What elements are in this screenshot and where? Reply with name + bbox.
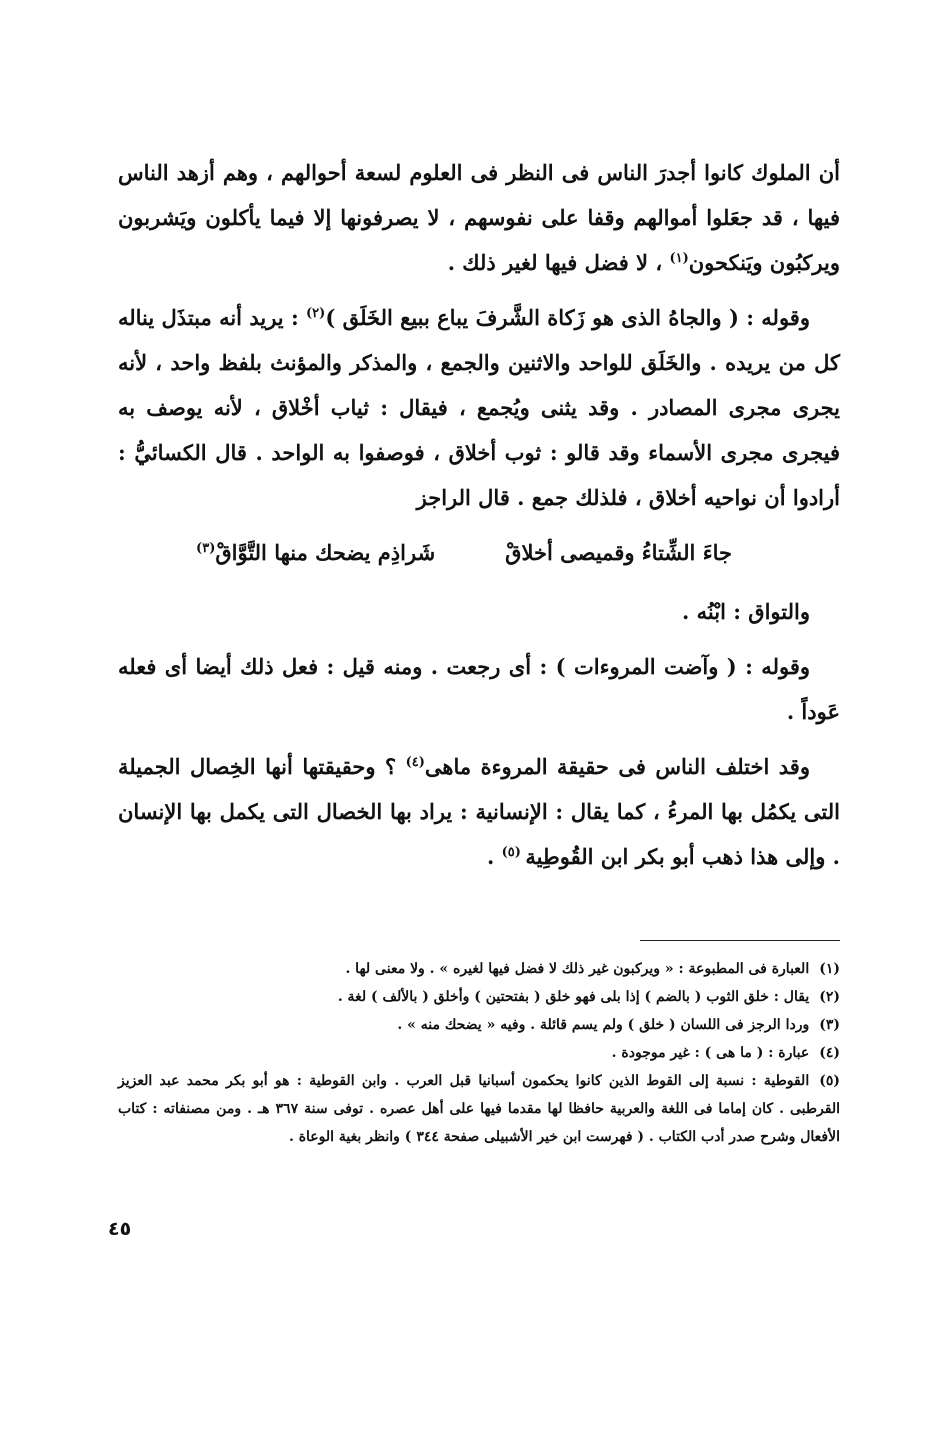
footnote-3-text: وردا الرجز فى اللسان ( خلق ) ولم يسم قائلة . وفيه « يضحك منه » . — [397, 1017, 810, 1033]
paragraph-2-text-b: : يريد أنه مبتذَل يناله كل من يريده . والخَلَق للواحد والاثنين والجمع ، والمذكر والمؤنث بلفظ واحد ، لأنه يجرى مجرى المصادر . وقد يثنى ويُجمع ، فيقال : ثياب أخْلاق ، لأنه يوصف به فيجرى مجرى الأسماء وقد قالو : ثوب أخلاق ، فوصفوا به الواحد . قال الكسائيُّ : أرادوا أن نواحيه أخلاق ، فلذلك جمع . قال الراجز — [118, 305, 840, 510]
footnote-2-text: يقال : خلق الثوب ( بالضم ) إذا بلى فهو خلق ( بفتحتين ) وأخلق ( بالألف ) لغة . — [337, 989, 810, 1005]
footnote-ref-1: (١) — [669, 251, 689, 266]
footnote-5-number: (٥) — [819, 1073, 840, 1089]
paragraph-1 — [118, 150, 840, 285]
footnote-3 — [118, 1011, 840, 1039]
tawwaq-line: والتواق : ابْنُه . — [682, 599, 810, 624]
paragraph-1-text-a: أن الملوك كانوا أجدرَ الناس فى النظر فى العلوم لسعة أحوالهم ، وهم أزهد الناس فيها ، قد جعَلوا أموالهم وقفا على نفوسهم ، لا يصرفونها إلا فيما يأكلون ويَشربون ويركبُون ويَنكحون — [118, 160, 840, 275]
footnote-5-text: القوطية : نسبة إلى القوط الذين كانوا يحكمون أسبانيا قبل العرب . وابن القوطية : هو أبو بكر محمد عبد العزيز القرطبى . كان إماما فى اللغة والعربية حافظا لها مقدما فيها على أهل عصره . توفى سنة ٣٦٧ هـ . ومن مصنفاته : كتاب الأفعال وشرح صدر أدب الكتاب . ( فهرست ابن خير الأشبيلى صفحة ٣٤٤ ) وانظر بغية الوعاة . — [118, 1073, 840, 1145]
paragraph-4-text-c: . — [486, 844, 502, 869]
paragraph-2 — [118, 295, 840, 520]
verse-line — [118, 530, 840, 575]
footnote-ref-3: (٣) — [196, 541, 216, 556]
footnote-4-text: عبارة : ( ما هى ) : غير موجودة . — [611, 1045, 810, 1061]
paragraph-1-text-b: ، لا فضل فيها لغير ذلك . — [447, 250, 670, 275]
footnote-ref-2: (٢) — [306, 306, 326, 321]
paragraph-4 — [118, 744, 840, 879]
footnote-1 — [118, 955, 840, 983]
footnote-2 — [118, 983, 840, 1011]
paragraph-4-text-a: وقد اختلف الناس فى حقيقة المروءة ماهى — [424, 754, 810, 779]
footnotes — [118, 955, 840, 1151]
verse-hemistich-left-text: شَراذِم يضحك منها التَّوَّاقْ — [215, 540, 436, 565]
footnote-ref-4: (٤) — [405, 755, 425, 770]
paragraph-2-text-a: وقوله : ( والجاهُ الذى هو زَكاة الشَّرفَ يباع ببيع الخَلَق ) — [325, 305, 810, 330]
footnote-4-number: (٤) — [819, 1045, 840, 1061]
paragraph-3: وقوله : ( وآضت المروءات ) : أى رجعت . ومنه قيل : فعل ذلك أيضا أى فعله عَوداً . — [118, 654, 840, 724]
paragraph-4-text-b: ؟ وحقيقتها أنها الخِصال الجميلة التى يكمُل بها المرءُ ، كما يقال : الإنسانية : يراد بها الخصال التى يكمل بها الإنسان . وإلى هذا ذهب أبو بكر ابن القُوطِية — [118, 754, 840, 869]
page-number: ٤٥ — [108, 1218, 132, 1240]
footnote-divider — [640, 940, 840, 941]
footnote-5 — [118, 1067, 840, 1151]
footnote-1-text: العبارة فى المطبوعة : « ويركبون غير ذلك لا فضل فيها لغيره » . ولا معنى لها . — [345, 961, 810, 977]
verse-hemistich-left — [196, 530, 435, 575]
footnote-2-number: (٢) — [819, 989, 840, 1005]
verse-hemistich-right: جاءَ الشِّتاءُ وقميصى أخلاقْ — [505, 540, 732, 565]
footnote-1-number: (١) — [819, 961, 840, 977]
footnote-ref-5: (٥) — [501, 845, 526, 860]
footnote-3-number: (٣) — [819, 1017, 840, 1033]
footnote-4 — [118, 1039, 840, 1067]
main-text — [118, 150, 840, 889]
